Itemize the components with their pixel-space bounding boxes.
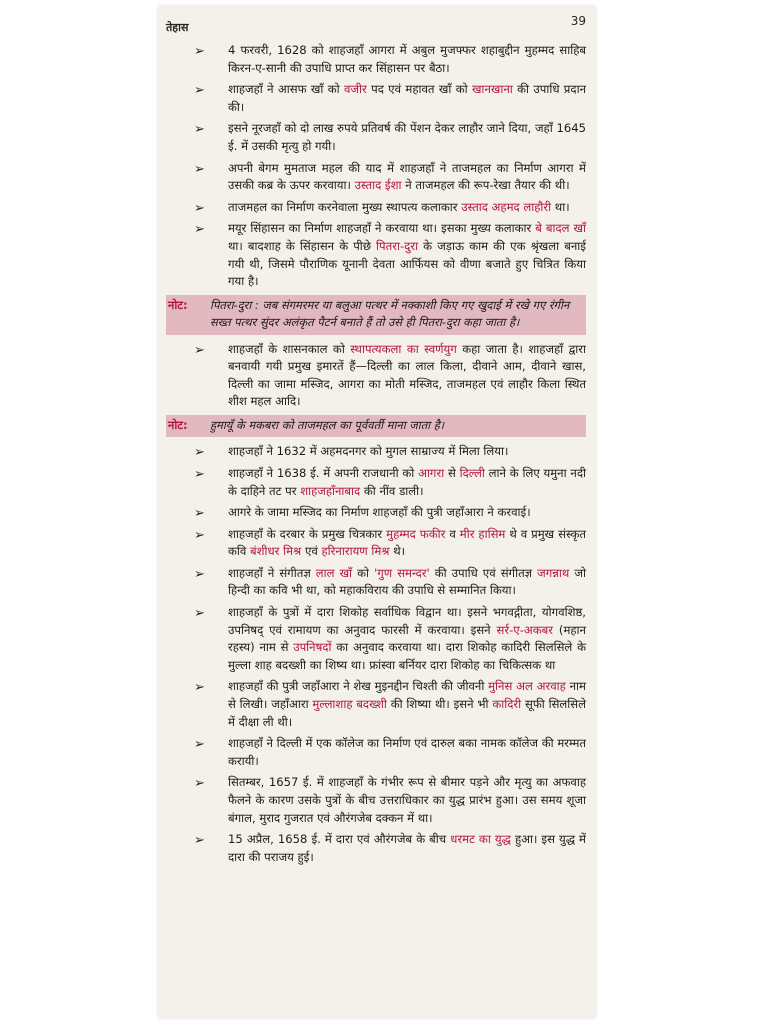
bullet-text: अपनी बेगम मुमताज महल की याद में शाहजहाँ ने ताजमहल का निर्माण आगरा में उसकी कब्र के ऊपर करवाया। bbox=[228, 160, 586, 193]
bullet-text: शाहजहाँ ने 1632 में अहमदनगर को मुगल साम्राज्य में मिला लिया। bbox=[228, 444, 509, 459]
bullet-text: एवं bbox=[301, 544, 322, 559]
bullet-point bbox=[166, 831, 586, 866]
note-box-pietra-dura bbox=[166, 295, 586, 335]
highlighted-term: शाहजहाँनाबाद bbox=[300, 483, 361, 498]
bullet-text: थे व प्रमुख संस्कृत कवि bbox=[228, 526, 587, 559]
highlighted-term: कादिरी bbox=[492, 697, 522, 712]
note-text: हुमायूँ के मकबरा को ताजमहल का पूर्ववर्ती माना जाता है। bbox=[210, 417, 445, 432]
bullet-point bbox=[166, 526, 586, 561]
bullet-text: जो हिन्दी का कवि भी था, को महाकविराय की उपाधि से सम्मानित किया। bbox=[228, 565, 586, 598]
running-head: तेहास bbox=[166, 21, 189, 34]
bullet-group-3 bbox=[166, 443, 586, 866]
arrow-right-icon: ➢ bbox=[194, 83, 205, 99]
note-box-humayun-tomb bbox=[166, 415, 586, 437]
bullet-point bbox=[166, 42, 586, 77]
book-page bbox=[158, 6, 596, 1018]
bullet-text: शाहजहाँ ने संगीतज्ञ bbox=[228, 565, 316, 580]
highlighted-term: खानखाना bbox=[471, 82, 513, 97]
bullet-text: की शिष्या थी। इसने भी bbox=[386, 697, 493, 712]
bullet-text: शाहजहाँ के पुत्रों में दारा शिकोह सर्वाधिक विद्वान था। इसने भगवद्गीता, योगवशिष्ठ, उपनिषद् एवं रामायण का अनुवाद फारसी में करवाया। इसने bbox=[228, 605, 586, 637]
bullet-text: की नींव डाली। bbox=[360, 483, 424, 498]
bullet-point bbox=[166, 678, 586, 731]
highlighted-term: मुल्लाशाह बदख्शी bbox=[312, 697, 387, 712]
bullet-point bbox=[166, 774, 586, 827]
highlighted-term: 'गुण समन्दर' bbox=[374, 565, 430, 580]
bullet-text: व bbox=[445, 526, 460, 541]
arrow-right-icon: ➢ bbox=[194, 776, 205, 792]
arrow-right-icon: ➢ bbox=[194, 445, 205, 461]
bullet-text: कहा जाता है। शाहजहाँ द्वारा बनवायी गयी प्रमुख इमारतें हैं—दिल्ली का लाल किला, दीवाने आम, दीवाने खास, दिल्ली का जामा मस्जिद, आगरा का मोती मस्जिद, ताजमहल एवं लाहौर किला स्थित शीश महल आदि। bbox=[228, 341, 586, 409]
page-header bbox=[166, 12, 586, 36]
highlighted-term: दिल्ली bbox=[459, 465, 485, 480]
arrow-right-icon: ➢ bbox=[194, 200, 205, 216]
page-content bbox=[166, 42, 586, 870]
bullet-point bbox=[166, 504, 586, 522]
bullet-text: हुआ। इस युद्ध में दारा की पराजय हुई। bbox=[228, 832, 586, 864]
highlighted-term: सर्र-ए-अकबर bbox=[496, 622, 554, 637]
bullet-group-2 bbox=[166, 341, 586, 411]
bullet-text: लाने के लिए यमुना नदी के दाहिने तट पर bbox=[228, 465, 586, 498]
highlighted-term: उस्ताद अहमद लाहौरी bbox=[461, 199, 552, 214]
bullet-text: शाहजहाँ ने दिल्ली में एक कॉलेज का निर्माण एवं दारुल बका नामक कॉलेज की मरम्मत करायी। bbox=[228, 736, 586, 768]
note-label: नोट: bbox=[168, 297, 188, 312]
bullet-text: की उपाधि प्रदान की। bbox=[228, 82, 587, 114]
bullet-text: मयूर सिंहासन का निर्माण शाहजहाँ ने करवाया था। इसका मुख्य कलाकार bbox=[228, 221, 536, 236]
arrow-right-icon: ➢ bbox=[194, 606, 205, 622]
highlighted-term: धरमट का युद्ध bbox=[450, 832, 511, 847]
bullet-point bbox=[166, 160, 586, 195]
bullet-text: था। bbox=[551, 199, 570, 214]
bullet-text: आगरे के जामा मस्जिद का निर्माण शाहजहाँ की पुत्री जहाँआरा ने करवाई। bbox=[228, 505, 531, 520]
highlighted-term: जगन्नाथ bbox=[537, 565, 570, 580]
bullet-text: के जड़ाऊ काम की एक श्रृंखला बनाई गयी थी, जिसमे पौराणिक यूनानी देवता आर्फियस को वीणा बजाते हुए चित्रित किया गया है। bbox=[228, 238, 586, 289]
highlighted-term: बे बादल खाँ bbox=[535, 221, 587, 236]
bullet-point bbox=[166, 735, 586, 770]
bullet-text: थे। bbox=[389, 544, 406, 559]
note-text: पितरा-दुरा : जब संगमरमर या बलुआ पत्थर में नक्काशी किए गए खुदाई में रखे गए रंगीन सख्त पत्थर सुंदर अलंकृत पैटर्न बनाते हैं तो उसे ही पितरा-दुरा कहा जाता है। bbox=[210, 297, 570, 330]
highlighted-term: मीर हासिम bbox=[459, 526, 506, 541]
bullet-point bbox=[166, 465, 586, 500]
arrow-right-icon: ➢ bbox=[194, 44, 205, 59]
highlighted-term: पितरा-दुरा bbox=[376, 238, 419, 253]
bullet-text: (महान रहस्य) नाम से bbox=[228, 622, 586, 655]
highlighted-term: मुहम्मद फकीर bbox=[386, 526, 446, 541]
highlighted-term: बंशीधर मिश्र bbox=[250, 544, 302, 559]
bullet-text: शाहजहाँ ने आसफ खाँ को bbox=[228, 82, 344, 97]
bullet-text: ने ताजमहल की रूप-रेखा तैयार की थी। bbox=[401, 178, 570, 193]
bullet-text: 15 अप्रैल, 1658 ई. में दारा एवं औरंगजेब के बीच bbox=[228, 832, 451, 847]
bullet-text: सूफी सिलसिले में दीक्षा ली थी। bbox=[228, 697, 586, 729]
bullet-point bbox=[166, 565, 586, 600]
bullet-text: की उपाधि एवं संगीतज्ञ bbox=[429, 565, 538, 580]
arrow-right-icon: ➢ bbox=[194, 466, 205, 482]
highlighted-term: लाल खाँ bbox=[315, 565, 353, 580]
arrow-right-icon: ➢ bbox=[194, 506, 205, 522]
arrow-right-icon: ➢ bbox=[194, 161, 205, 177]
page-number: 39 bbox=[570, 14, 586, 28]
highlighted-term: मुनिस अल अरवाह bbox=[488, 679, 566, 694]
bullet-text: ताजमहल का निर्माण करनेवाला मुख्य स्थापत्य कलाकार bbox=[228, 199, 462, 214]
bullet-text: शाहजहाँ के शासनकाल को bbox=[228, 341, 351, 356]
arrow-right-icon: ➢ bbox=[194, 527, 205, 543]
arrow-right-icon: ➢ bbox=[194, 566, 205, 582]
note-label: नोट: bbox=[168, 417, 188, 432]
bullet-text: को bbox=[352, 565, 375, 580]
bullet-point bbox=[166, 120, 586, 155]
bullet-point bbox=[166, 199, 586, 217]
bullet-text: 4 फरवरी, 1628 को शाहजहाँ आगरा में अबुल मुजफ्फर शहाबुद्दीन मुहम्मद साहिब किरन-ए-सानी की उपाधि प्राप्त कर सिंहासन पर बैठा। bbox=[228, 43, 586, 75]
bullet-group-1 bbox=[166, 42, 586, 291]
arrow-right-icon: ➢ bbox=[194, 222, 205, 238]
highlighted-term: उपनिषदों bbox=[293, 640, 332, 655]
arrow-right-icon: ➢ bbox=[194, 833, 205, 849]
bullet-point bbox=[166, 81, 586, 116]
bullet-point bbox=[166, 443, 586, 461]
highlighted-term: वजीर bbox=[343, 82, 367, 97]
highlighted-term: आगरा bbox=[418, 465, 445, 480]
bullet-point bbox=[166, 341, 586, 411]
bullet-text: नाम से लिखी। जहाँआरा bbox=[228, 679, 586, 712]
bullet-text: था। बादशाह के सिंहासन के पीछे bbox=[228, 238, 377, 253]
bullet-text: शाहजहाँ ने 1638 ई. में अपनी राजधानी को bbox=[228, 465, 419, 480]
arrow-right-icon: ➢ bbox=[194, 680, 205, 696]
bullet-text: पद एवं महावत खाँ को bbox=[366, 82, 472, 97]
highlighted-term: उस्ताद ईशा bbox=[354, 178, 402, 193]
bullet-text: शाहजहाँ की पुत्री जहाँआरा ने शेख मुइनद्दीन चिश्ती की जीवनी bbox=[228, 679, 489, 694]
bullet-point bbox=[166, 220, 586, 290]
bullet-point bbox=[166, 604, 586, 674]
arrow-right-icon: ➢ bbox=[194, 342, 205, 358]
highlighted-term: हरिनारायण मिश्र bbox=[321, 544, 390, 559]
bullet-text: से bbox=[444, 465, 460, 480]
bullet-text: इसने नूरजहाँ को दो लाख रुपये प्रतिवर्ष की पेंशन देकर लाहौर जाने दिया, जहाँ 1645 ई. में उसकी मृत्यु हो गयी। bbox=[228, 121, 586, 153]
arrow-right-icon: ➢ bbox=[194, 122, 205, 138]
highlighted-term: स्थापत्यकला का स्वर्णयुग bbox=[350, 341, 457, 356]
arrow-right-icon: ➢ bbox=[194, 737, 205, 753]
bullet-text: का अनुवाद करवाया था। दारा शिकोह कादिरी सिलसिले के मुल्ला शाह बदख्शी का शिष्य था। फ्रांस्वा बर्नियर दारा शिकोह का चिकित्सक था bbox=[228, 640, 586, 672]
bullet-text: शाहजहाँ के दरबार के प्रमुख चित्रकार bbox=[228, 526, 387, 541]
bullet-text: सितम्बर, 1657 ई. में शाहजहाँ के गंभीर रूप से बीमार पड़ने और मृत्यु का अफवाह फैलने के कारण उसके पुत्रों के बीच उत्तराधिकार का युद्ध प्रारंभ हुआ। उस समय शूजा बंगाल, मुराद गुजरात एवं औरंगजेब दक्कन में था। bbox=[228, 775, 586, 825]
